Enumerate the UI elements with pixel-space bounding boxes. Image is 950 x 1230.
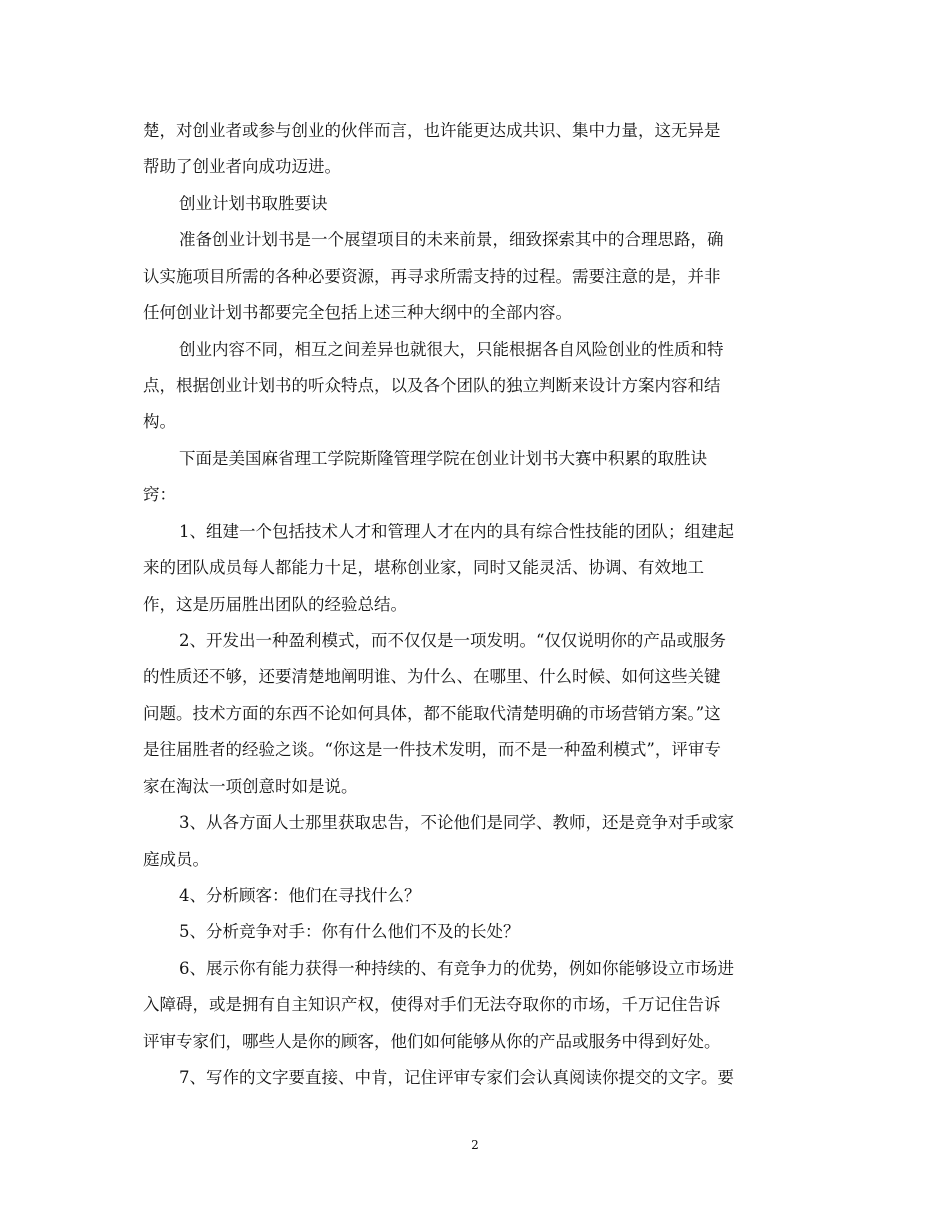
list-item-text: 1、组建一个包括技术人才和管理人才在内的具有综合性技能的团队；组建起 [179,522,734,541]
list-item-text: 3、从各方面人士那里获取忠告，不论他们是同学、教师，还是竞争对手或家 [179,813,734,832]
text-line: 楚，对创业者或参与创业的伙伴而言，也许能更达成共识、集中力量，这无异是 [143,121,721,140]
list-item-text: 4、分析顾客：他们在寻找什么？ [179,886,421,905]
list-item-text: 家在淘汰一项创意时如是说。 [143,777,358,796]
text-line: 认实施项目所需的各种必要资源，再寻求所需支持的过程。需要注意的是，并非 [143,267,721,286]
list-item-text: 来的团队成员每人都能力十足，堪称创业家，同时又能灵活、协调、有效地工 [143,558,704,577]
text-line: 构。 [143,412,176,431]
list-item-text: 6、展示你有能力获得一种持续的、有竞争力的优势，例如你能够设立市场进 [179,959,734,978]
text-line: 创业内容不同，相互之间差异也就很大，只能根据各自风险创业的性质和特 [179,340,724,359]
text-line: 准备创业计划书是一个展望项目的未来前景，细致探索其中的合理思路，确 [179,230,724,249]
list-item-text: 入障碍，或是拥有自主知识产权，使得对手们无法夺取你的市场，千万记住告诉 [143,995,721,1014]
text-line: 帮助了创业者向成功迈进。 [143,157,341,176]
list-item-text: 5、分析竞争对手：你有什么他们不及的长处？ [179,922,520,941]
list-item-text: 7、写作的文字要直接、中肯，记住评审专家们会认真阅读你提交的文字。要 [179,1068,734,1087]
section-heading: 创业计划书取胜要诀 [179,194,328,213]
text-line: 下面是美国麻省理工学院斯隆管理学院在创业计划书大赛中积累的取胜诀 [179,449,707,468]
list-item-text: 庭成员。 [143,850,209,869]
text-line: 窍： [143,485,176,504]
list-item-text: 的性质还不够，还要清楚地阐明谁、为什么、在哪里、什么时候、如何这些关键 [143,667,721,686]
list-item-text: 2、开发出一种盈利模式，而不仅仅是一项发明。“仅仅说明你的产品或服务 [179,631,726,650]
page-number: 2 [471,1138,479,1152]
list-item-text: 是往届胜者的经验之谈。“你这是一件技术发明，而不是一种盈利模式”，评审专 [143,740,721,759]
list-item-text: 作，这是历届胜出团队的经验总结。 [143,595,407,614]
text-line: 点，根据创业计划书的听众特点，以及各个团队的独立判断来设计方案内容和结 [143,376,721,395]
text-line: 任何创业计划书都要完全包括上述三种大纲中的全部内容。 [143,303,572,322]
list-item-text: 评审专家们，哪些人是你的顾客，他们如何能够从你的产品或服务中得到好处。 [143,1032,721,1051]
list-item-text: 问题。技术方面的东西不论如何具体，都不能取代清楚明确的市场营销方案。”这 [143,704,721,723]
